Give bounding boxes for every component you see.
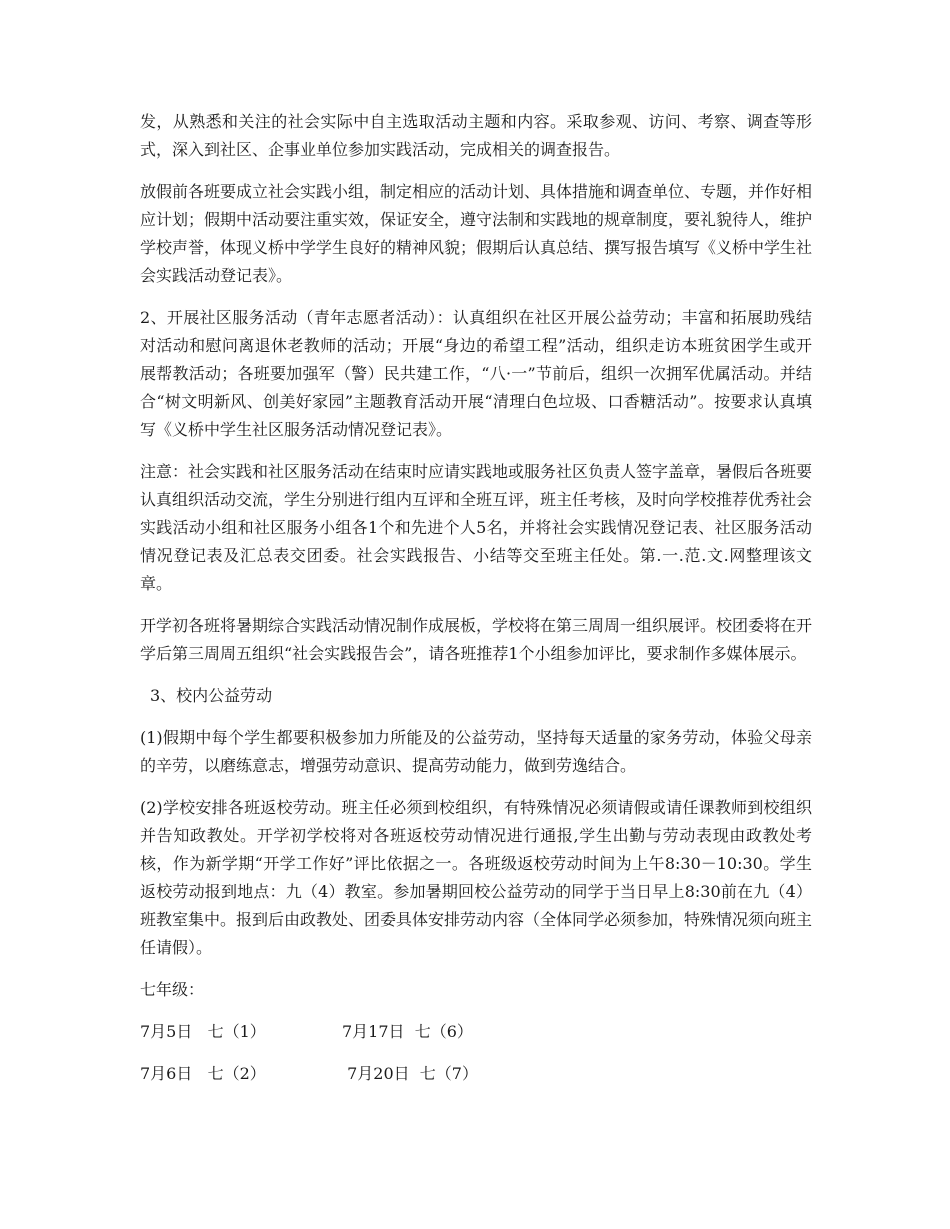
paragraph-labor-item-1: (1)假期中每个学生都要积极参加力所能及的公益劳动，坚持每天适量的家务劳动，体验父母亲的辛劳，以磨练意志，增强劳动意识、提高劳动能力，做到劳逸结合。 (140, 728, 812, 775)
paragraph-activity-intro: 发，从熟悉和关注的社会实际中自主选取活动主题和内容。采取参观、访问、考察、调查等形式，深入到社区、企事业单位参加实践活动，完成相关的调查报告。 (140, 112, 812, 159)
paragraph-exhibition: 开学初各班将暑期综合实践活动情况制作成展板，学校将在第三周周一组织展评。校团委将在开学后第三周周五组织“社会实践报告会”，请各班推荐1个小组参加评比，要求制作多媒体展示。 (140, 616, 813, 663)
paragraph-labor-item-2: (2)学校安排各班返校劳动。班主任必须到校组织，有特殊情况必须请假或请任课教师到校组织并告知政教处。开学初学校将对各班返校劳动情况进行通报,学生出勤与劳动表现由政教处考核，作为新学期“开学工作好”评比依据之一。各班级返校劳动时间为上午8:30－10:30。学生返校劳动报到地点：九（4）教室。参加暑期回校公益劳动的同学于当日早上8:30前在九（4）班教室集中。报到后由政教处、团委具体安排劳动内容（全体同学必须参加，特殊情况须向班主任请假）。 (140, 798, 813, 957)
paragraph-practice-group: 放假前各班要成立社会实践小组，制定相应的活动计划、具体措施和调查单位、专题，并作好相应计划；假期中活动要注重实效，保证安全，遵守法制和实践地的规章制度，要礼貌待人，维护学校声誉，体现义桥中学学生良好的精神风貌；假期后认真总结、撰写报告填写《义桥中学生社会实践活动登记表》。 (140, 182, 813, 285)
schedule-entry-left: 7月5日 七（1） (140, 1022, 266, 1041)
paragraph-community-service: 2、开展社区服务活动（青年志愿者活动）：认真组织在社区开展公益劳动；丰富和拓展助残结对活动和慰问离退休老教师的活动；开展“身边的希望工程”活动，组织走访本班贫困学生或开展帮教活动；各班要加强军（警）民共建工作，“八·一”节前后，组织一次拥军优属活动。并结合“树文明新风、创美好家园”主题教育活动开展“清理白色垃圾、口香糖活动”。按要求认真填写《义桥中学生社区服务活动情况登记表》。 (140, 308, 812, 439)
document-body (140, 108, 812, 1102)
paragraph-notice: 注意：社会实践和社区服务活动在结束时应请实践地或服务社区负责人签字盖章，暑假后各班要认真组织活动交流，学生分别进行组内互评和全班互评，班主任考核，及时向学校推荐优秀社会实践活动小组和社区服务小组各1个和先进个人5名，并将社会实践情况登记表、社区服务活动情况登记表及汇总表交团委。社会实践报告、小结等交至班主任处。第.一.范.文.网整理该文章。 (140, 462, 813, 593)
section-heading-labor: 3、校内公益劳动 (150, 686, 273, 705)
grade-label: 七年级： (140, 980, 205, 999)
schedule-row (140, 1018, 812, 1046)
schedule-row (140, 1060, 812, 1088)
schedule-entry-right: 7月20日 七（7） (342, 1064, 478, 1083)
schedule-entry-left: 7月6日 七（2） (140, 1064, 266, 1083)
schedule-entry-right: 7月17日 七（6） (342, 1022, 473, 1041)
